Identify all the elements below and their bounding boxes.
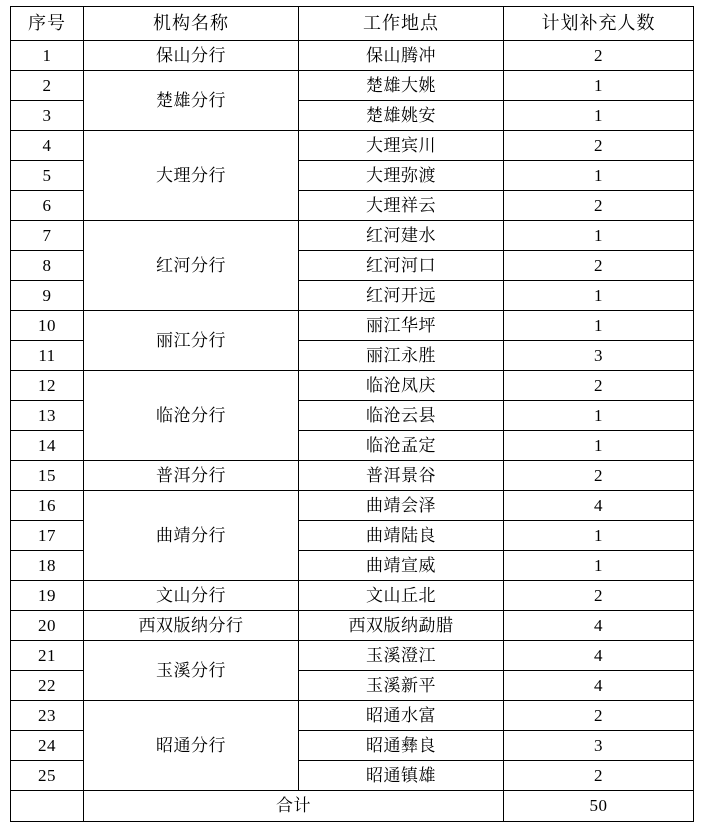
cell-headcount: 2 xyxy=(504,131,694,161)
cell-index: 7 xyxy=(11,221,84,251)
cell-organization: 西双版纳分行 xyxy=(84,611,299,641)
cell-headcount: 2 xyxy=(504,581,694,611)
cell-headcount: 2 xyxy=(504,191,694,221)
cell-location: 曲靖宣威 xyxy=(299,551,504,581)
table-row xyxy=(11,221,694,251)
cell-index: 11 xyxy=(11,341,84,371)
cell-location: 昭通镇雄 xyxy=(299,761,504,791)
cell-headcount: 1 xyxy=(504,101,694,131)
table-row xyxy=(11,41,694,71)
cell-headcount: 1 xyxy=(504,281,694,311)
cell-location: 曲靖会泽 xyxy=(299,491,504,521)
cell-index: 18 xyxy=(11,551,84,581)
column-header-index: 序号 xyxy=(11,7,84,41)
total-label: 合计 xyxy=(84,791,504,822)
cell-headcount: 2 xyxy=(504,371,694,401)
table-row xyxy=(11,641,694,671)
cell-location: 临沧孟定 xyxy=(299,431,504,461)
cell-total-spacer xyxy=(11,791,84,822)
table-header-row xyxy=(11,7,694,41)
column-header-location: 工作地点 xyxy=(299,7,504,41)
cell-location: 红河河口 xyxy=(299,251,504,281)
table-row xyxy=(11,701,694,731)
cell-location: 西双版纳勐腊 xyxy=(299,611,504,641)
table-total-row xyxy=(11,791,694,822)
cell-headcount: 4 xyxy=(504,491,694,521)
cell-organization: 楚雄分行 xyxy=(84,71,299,131)
cell-index: 24 xyxy=(11,731,84,761)
cell-location: 大理宾川 xyxy=(299,131,504,161)
cell-headcount: 2 xyxy=(504,461,694,491)
cell-index: 6 xyxy=(11,191,84,221)
cell-index: 20 xyxy=(11,611,84,641)
cell-index: 3 xyxy=(11,101,84,131)
cell-headcount: 2 xyxy=(504,701,694,731)
cell-index: 1 xyxy=(11,41,84,71)
cell-organization: 曲靖分行 xyxy=(84,491,299,581)
cell-index: 25 xyxy=(11,761,84,791)
table-body xyxy=(11,41,694,822)
cell-location: 楚雄姚安 xyxy=(299,101,504,131)
cell-index: 10 xyxy=(11,311,84,341)
cell-headcount: 1 xyxy=(504,521,694,551)
column-header-headcount: 计划补充人数 xyxy=(504,7,694,41)
table-row xyxy=(11,311,694,341)
cell-index: 21 xyxy=(11,641,84,671)
cell-index: 8 xyxy=(11,251,84,281)
cell-index: 17 xyxy=(11,521,84,551)
cell-location: 昭通彝良 xyxy=(299,731,504,761)
table-row xyxy=(11,461,694,491)
cell-index: 5 xyxy=(11,161,84,191)
column-header-organization: 机构名称 xyxy=(84,7,299,41)
cell-index: 12 xyxy=(11,371,84,401)
cell-index: 14 xyxy=(11,431,84,461)
cell-location: 红河建水 xyxy=(299,221,504,251)
cell-headcount: 3 xyxy=(504,341,694,371)
cell-organization: 保山分行 xyxy=(84,41,299,71)
cell-headcount: 1 xyxy=(504,221,694,251)
cell-headcount: 1 xyxy=(504,71,694,101)
table-row xyxy=(11,491,694,521)
table-header xyxy=(11,7,694,41)
cell-organization: 昭通分行 xyxy=(84,701,299,791)
cell-headcount: 2 xyxy=(504,761,694,791)
cell-location: 大理弥渡 xyxy=(299,161,504,191)
cell-index: 16 xyxy=(11,491,84,521)
cell-location: 红河开远 xyxy=(299,281,504,311)
cell-index: 13 xyxy=(11,401,84,431)
cell-location: 临沧云县 xyxy=(299,401,504,431)
cell-location: 昭通水富 xyxy=(299,701,504,731)
table-row xyxy=(11,131,694,161)
cell-organization: 临沧分行 xyxy=(84,371,299,461)
cell-headcount: 4 xyxy=(504,641,694,671)
cell-headcount: 2 xyxy=(504,41,694,71)
cell-index: 15 xyxy=(11,461,84,491)
cell-headcount: 4 xyxy=(504,671,694,701)
cell-location: 楚雄大姚 xyxy=(299,71,504,101)
cell-location: 玉溪新平 xyxy=(299,671,504,701)
cell-location: 玉溪澄江 xyxy=(299,641,504,671)
cell-index: 2 xyxy=(11,71,84,101)
table-row xyxy=(11,581,694,611)
total-value: 50 xyxy=(504,791,694,822)
cell-location: 丽江永胜 xyxy=(299,341,504,371)
cell-location: 保山腾冲 xyxy=(299,41,504,71)
cell-organization: 文山分行 xyxy=(84,581,299,611)
recruitment-plan-table xyxy=(10,6,694,822)
cell-headcount: 2 xyxy=(504,251,694,281)
table-row xyxy=(11,611,694,641)
cell-index: 4 xyxy=(11,131,84,161)
cell-location: 丽江华坪 xyxy=(299,311,504,341)
cell-organization: 普洱分行 xyxy=(84,461,299,491)
cell-organization: 大理分行 xyxy=(84,131,299,221)
cell-headcount: 3 xyxy=(504,731,694,761)
cell-headcount: 1 xyxy=(504,551,694,581)
cell-location: 普洱景谷 xyxy=(299,461,504,491)
cell-location: 大理祥云 xyxy=(299,191,504,221)
cell-organization: 红河分行 xyxy=(84,221,299,311)
cell-location: 文山丘北 xyxy=(299,581,504,611)
cell-location: 曲靖陆良 xyxy=(299,521,504,551)
cell-organization: 丽江分行 xyxy=(84,311,299,371)
cell-index: 23 xyxy=(11,701,84,731)
cell-headcount: 1 xyxy=(504,311,694,341)
cell-index: 19 xyxy=(11,581,84,611)
cell-headcount: 1 xyxy=(504,431,694,461)
cell-index: 22 xyxy=(11,671,84,701)
table-row xyxy=(11,71,694,101)
cell-index: 9 xyxy=(11,281,84,311)
cell-organization: 玉溪分行 xyxy=(84,641,299,701)
table-row xyxy=(11,371,694,401)
cell-headcount: 4 xyxy=(504,611,694,641)
cell-headcount: 1 xyxy=(504,401,694,431)
cell-headcount: 1 xyxy=(504,161,694,191)
cell-location: 临沧凤庆 xyxy=(299,371,504,401)
